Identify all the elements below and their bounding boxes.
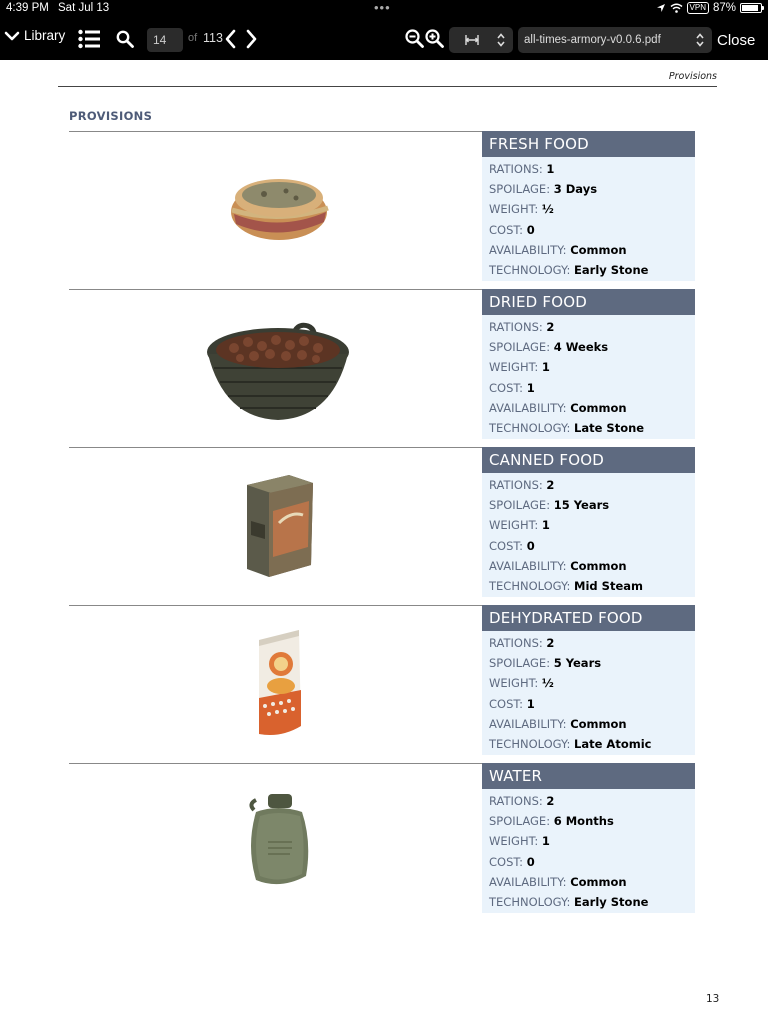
- technology-label: TECHNOLOGY:: [489, 262, 571, 277]
- rations-label: RATIONS:: [489, 320, 543, 334]
- spoilage-label: SPOILAGE:: [489, 656, 551, 671]
- technology-value: Late Stone: [574, 420, 645, 435]
- library-label: Library: [24, 28, 66, 43]
- updown-chevron-icon: [696, 33, 704, 47]
- spoilage-label: SPOILAGE:: [489, 814, 551, 829]
- zoom-in-icon: [425, 29, 444, 48]
- technology-label: TECHNOLOGY:: [489, 420, 571, 435]
- item-name: WATER: [482, 763, 695, 789]
- spoilage-value: 3 Days: [553, 182, 598, 197]
- technology-label: TECHNOLOGY:: [489, 894, 571, 909]
- weight-value: 1: [541, 518, 550, 533]
- provision-entry: [69, 605, 695, 755]
- availability-value: Common: [570, 242, 627, 257]
- basket-image: [199, 305, 359, 430]
- close-button[interactable]: Close: [717, 32, 756, 49]
- cost-value: 0: [526, 854, 535, 869]
- cost-label: COST:: [489, 854, 524, 869]
- entry-divider: [69, 763, 482, 764]
- section-title: PROVISIONS: [69, 109, 153, 123]
- status-indicators: [656, 2, 762, 14]
- zoom-in-button[interactable]: [425, 29, 444, 48]
- availability-label: AVAILABILITY:: [489, 874, 567, 889]
- spoilage-value: 15 Years: [553, 498, 610, 513]
- rations-value: 1: [546, 162, 555, 176]
- canteen-image: [199, 779, 359, 904]
- cost-value: 0: [526, 222, 535, 237]
- status-bar: [0, 0, 768, 18]
- item-name: CANNED FOOD: [482, 447, 695, 473]
- spoilage-label: SPOILAGE:: [489, 182, 551, 197]
- item-name: DRIED FOOD: [482, 289, 695, 315]
- weight-value: 1: [541, 834, 550, 849]
- rations-label: RATIONS:: [489, 636, 543, 650]
- chevron-down-icon: [4, 30, 20, 42]
- weight-value: 1: [541, 360, 550, 375]
- stat-card: [482, 131, 695, 281]
- search-button[interactable]: [116, 30, 134, 48]
- rations-label: RATIONS:: [489, 794, 543, 808]
- item-name: FRESH FOOD: [482, 131, 695, 157]
- technology-value: Late Atomic: [574, 736, 652, 751]
- chevron-right-icon: [244, 28, 258, 50]
- technology-value: Early Stone: [574, 262, 649, 277]
- page-number: 13: [706, 993, 720, 1005]
- of-label: of: [188, 32, 198, 44]
- next-page-button[interactable]: [244, 28, 258, 50]
- multitasking-dots[interactable]: •••: [374, 0, 391, 15]
- vpn-badge: VPN: [687, 2, 709, 14]
- spoilage-value: 4 Weeks: [553, 340, 609, 355]
- battery-icon: [740, 3, 762, 13]
- weight-label: WEIGHT:: [489, 518, 539, 533]
- rations-label: RATIONS:: [489, 478, 543, 492]
- weight-label: WEIGHT:: [489, 676, 539, 691]
- spoilage-label: SPOILAGE:: [489, 498, 551, 513]
- spoilage-value: 6 Months: [553, 814, 614, 829]
- availability-value: Common: [570, 400, 627, 415]
- availability-label: AVAILABILITY:: [489, 558, 567, 573]
- provision-entry: [69, 289, 695, 439]
- status-time: 4:39 PM: [6, 2, 49, 14]
- header-rule: [58, 86, 717, 87]
- technology-label: TECHNOLOGY:: [489, 736, 571, 751]
- list-icon: [78, 29, 100, 49]
- status-date: Sat Jul 13: [58, 2, 110, 14]
- rations-value: 2: [546, 320, 555, 334]
- availability-label: AVAILABILITY:: [489, 242, 567, 257]
- weight-value: ½: [541, 676, 554, 691]
- cost-label: COST:: [489, 380, 524, 395]
- availability-value: Common: [570, 558, 627, 573]
- tin-can-image: [199, 463, 359, 588]
- total-pages: 113: [203, 31, 223, 45]
- entry-divider: [69, 447, 482, 448]
- cost-value: 1: [526, 696, 535, 711]
- rations-label: RATIONS:: [489, 162, 543, 176]
- entry-divider: [69, 289, 482, 290]
- stat-card: [482, 605, 695, 755]
- availability-value: Common: [570, 716, 627, 731]
- updown-chevron-icon: [497, 33, 505, 47]
- outline-button[interactable]: [78, 29, 100, 49]
- availability-label: AVAILABILITY:: [489, 400, 567, 415]
- library-button[interactable]: [4, 28, 65, 43]
- stat-card: [482, 447, 695, 597]
- weight-value: ½: [541, 202, 554, 217]
- location-icon: [656, 3, 666, 13]
- battery-percent: 87%: [712, 2, 736, 14]
- provision-entry: [69, 447, 695, 597]
- running-header: Provisions: [668, 71, 717, 82]
- spoilage-label: SPOILAGE:: [489, 340, 551, 355]
- cost-value: 1: [526, 380, 535, 395]
- rations-value: 2: [546, 478, 555, 492]
- previous-page-button[interactable]: [224, 28, 238, 50]
- availability-label: AVAILABILITY:: [489, 716, 567, 731]
- entry-divider: [69, 131, 482, 132]
- stat-card: [482, 763, 695, 913]
- weight-label: WEIGHT:: [489, 202, 539, 217]
- technology-value: Early Stone: [574, 894, 649, 909]
- rations-value: 2: [546, 636, 555, 650]
- cost-label: COST:: [489, 696, 524, 711]
- cost-value: 0: [526, 538, 535, 553]
- document-name: all-times-armory-v0.0.6.pdf: [524, 34, 661, 46]
- sandwich-image: [199, 147, 359, 272]
- technology-value: Mid Steam: [574, 578, 643, 593]
- zoom-out-icon: [405, 29, 424, 48]
- item-name: DEHYDRATED FOOD: [482, 605, 695, 631]
- cost-label: COST:: [489, 538, 524, 553]
- reader-toolbar: [0, 20, 768, 60]
- search-icon: [116, 30, 134, 48]
- provision-entry: [69, 131, 695, 281]
- technology-label: TECHNOLOGY:: [489, 578, 571, 593]
- chevron-left-icon: [224, 28, 238, 50]
- provision-entry: [69, 763, 695, 913]
- weight-label: WEIGHT:: [489, 834, 539, 849]
- app-top-bar: [0, 0, 768, 60]
- document-select[interactable]: [518, 27, 712, 53]
- stat-card: [482, 289, 695, 439]
- food-pouch-image: [199, 621, 359, 746]
- spoilage-value: 5 Years: [553, 656, 602, 671]
- cost-label: COST:: [489, 222, 524, 237]
- entry-divider: [69, 605, 482, 606]
- zoom-out-button[interactable]: [405, 29, 424, 48]
- rations-value: 2: [546, 794, 555, 808]
- fit-mode-select[interactable]: [449, 27, 513, 53]
- page-number-input[interactable]: 14: [147, 28, 183, 52]
- wifi-icon: [670, 3, 683, 13]
- availability-value: Common: [570, 874, 627, 889]
- weight-label: WEIGHT:: [489, 360, 539, 375]
- fit-width-icon: [465, 34, 479, 46]
